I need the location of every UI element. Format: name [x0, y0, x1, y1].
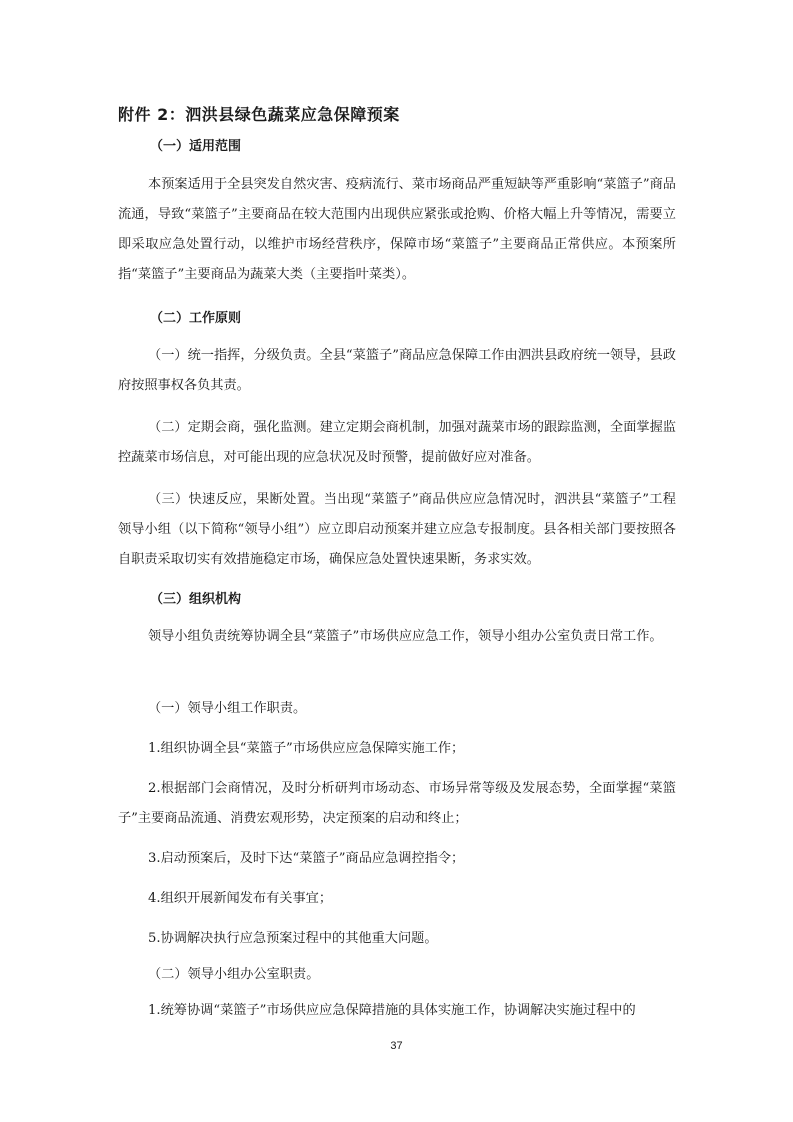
subheading-office-duties: （二）领导小组办公室职责。	[148, 967, 320, 982]
section-heading-principles: （二）工作原则	[150, 311, 242, 326]
list-item: 3.启动预案后，及时下达“菜篮子”商品应急调控指令；	[148, 851, 465, 866]
paragraph-principle-1: （一）统一指挥，分级负责。全县“菜篮子”商品应急保障工作由泗洪县政府统一领导，县政府按照事权各负其责。	[118, 348, 676, 393]
list-item: 1.组织协调全县“菜篮子”市场供应应急保障实施工作；	[148, 741, 465, 756]
list-item: 4.组织开展新闻发布有关事宜；	[148, 891, 333, 906]
paragraph-scope: 本预案适用于全县突发自然灾害、疫病流行、菜市场商品严重短缺等严重影响“菜篮子”商品流通，导致“菜篮子”主要商品在较大范围内出现供应紧张或抢购、价格大幅上升等情况，需要立即采取应急处置行动，以维护市场经营秩序，保障市场“菜篮子”主要商品正常供应。本预案所指“菜篮子”主要商品为蔬菜大类（主要指叶菜类）。	[118, 177, 676, 282]
paragraph-organization: 领导小组负责统筹协调全县“菜篮子”市场供应应急工作，领导小组办公室负责日常工作。	[148, 629, 663, 644]
section-heading-scope: （一）适用范围	[150, 139, 242, 154]
paragraph-principle-3: （三）快速反应，果断处置。当出现“菜篮子”商品供应应急情况时，泗洪县“菜篮子”工程领导小组（以下简称“领导小组”）应立即启动预案并建立应急专报制度。县各相关部门要按照各自职责采取切实有效措施稳定市场，确保应急处置快速果断，务求实效。	[118, 492, 676, 567]
list-item: 2.根据部门会商情况，及时分析研判市场动态、市场异常等级及发展态势，全面掌握“菜篮子”主要商品流通、消费宏观形势，决定预案的启动和终止；	[118, 781, 676, 826]
subheading-group-duties: （一）领导小组工作职责。	[148, 701, 307, 716]
document-title: 附件 2：泗洪县绿色蔬菜应急保障预案	[118, 105, 400, 124]
list-item: 1.统筹协调“菜篮子”市场供应应急保障措施的具体实施工作，协调解决实施过程中的	[148, 1003, 636, 1018]
section-heading-organization: （三）组织机构	[150, 592, 242, 607]
paragraph-principle-2: （二）定期会商，强化监测。建立定期会商机制，加强对蔬菜市场的跟踪监测，全面掌握监控蔬菜市场信息，对可能出现的应急状况及时预警，提前做好应对准备。	[118, 420, 676, 465]
page-number: 37	[390, 1040, 403, 1052]
list-item: 5.协调解决执行应急预案过程中的其他重大问题。	[148, 931, 438, 946]
